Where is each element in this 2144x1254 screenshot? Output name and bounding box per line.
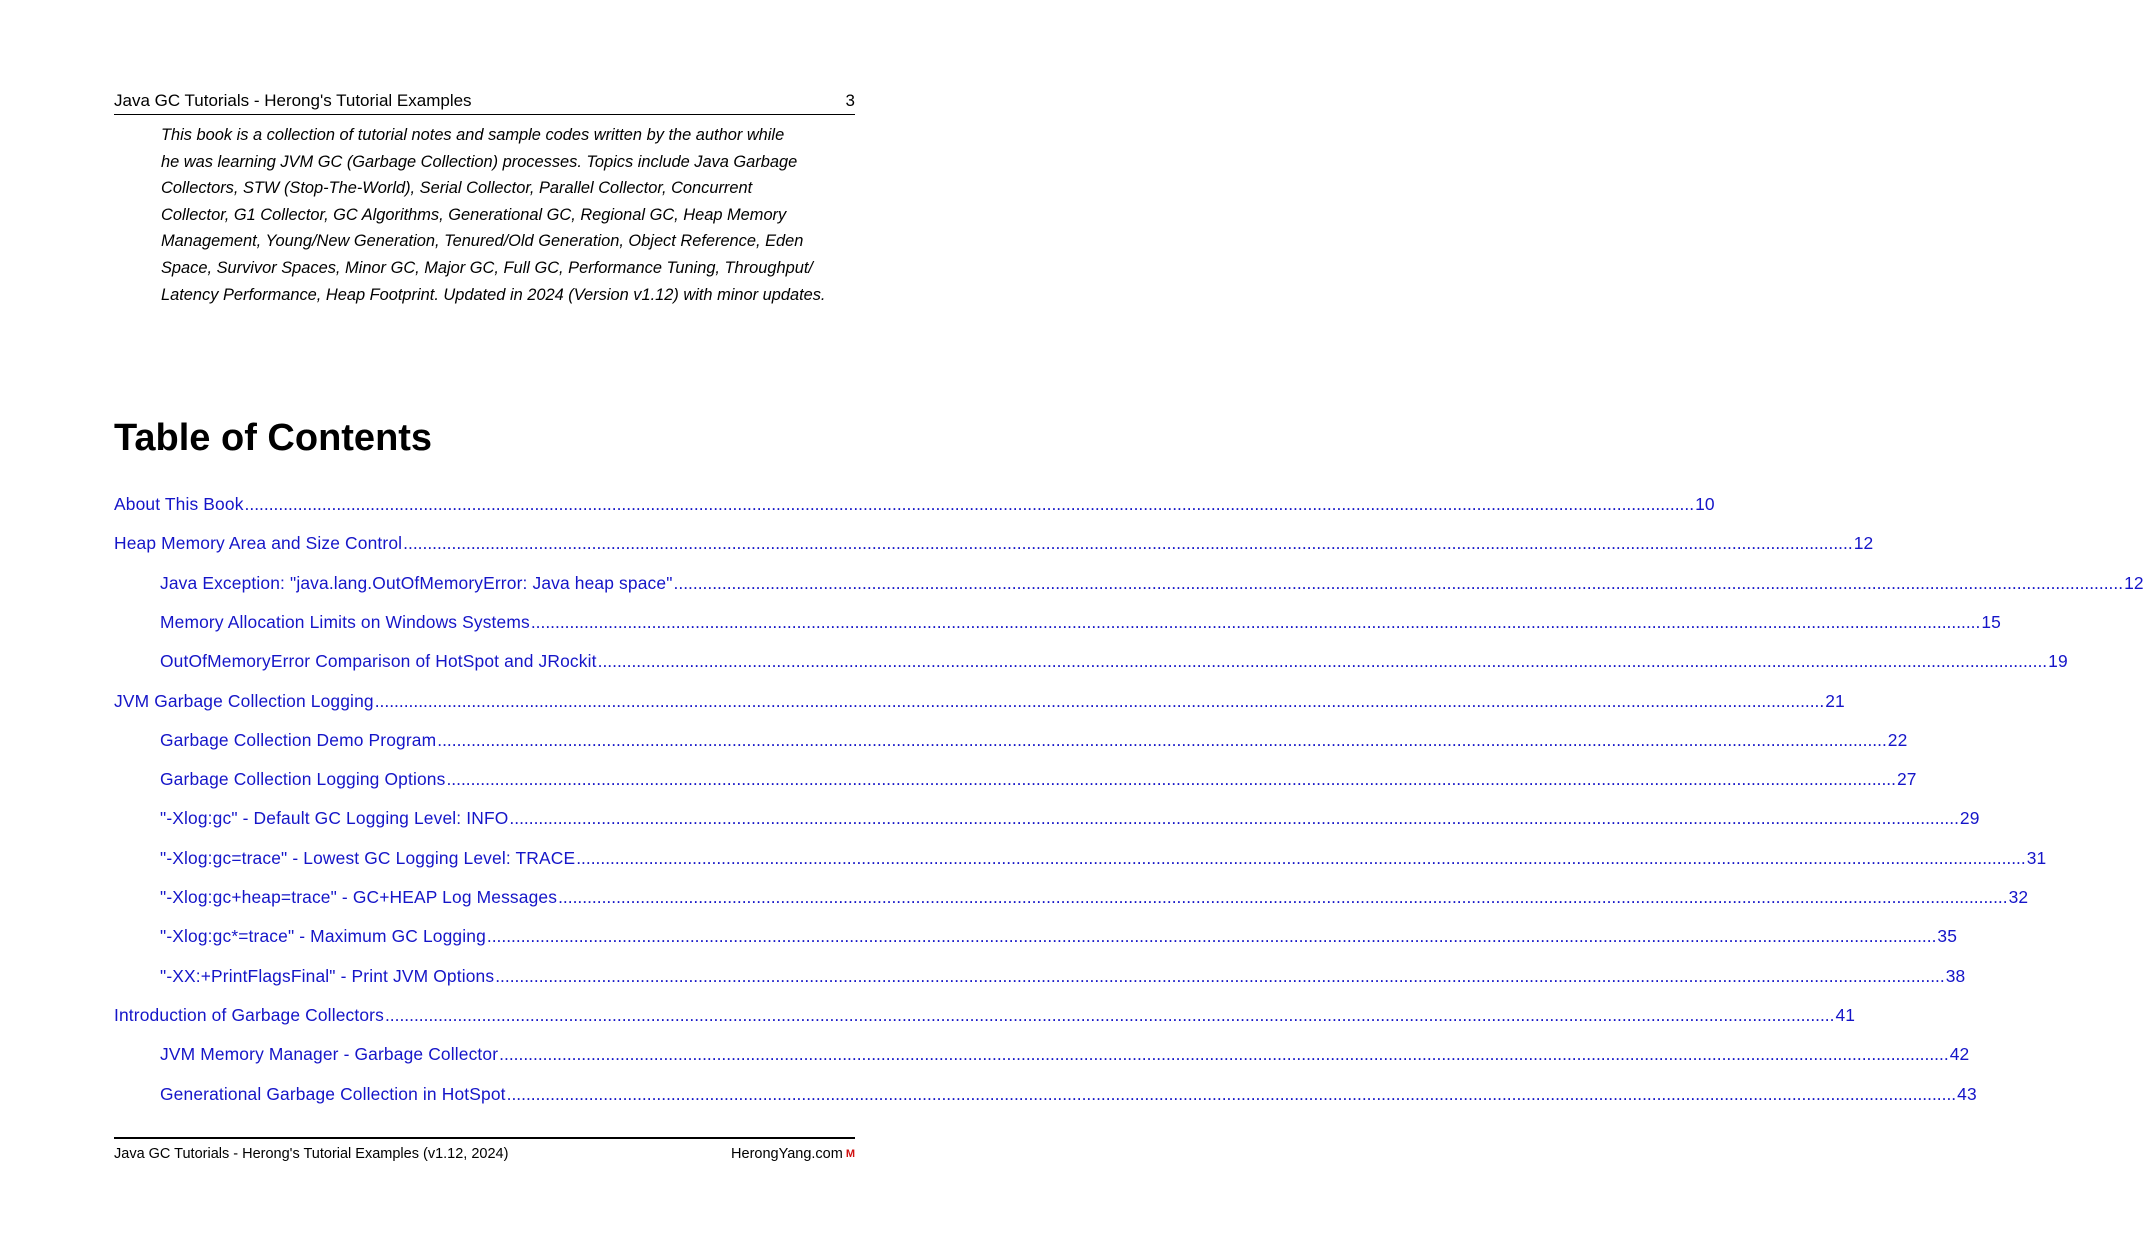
toc-entry-label: OutOfMemoryError Comparison of HotSpot and JRockit: [160, 651, 597, 672]
toc-entry-label: Heap Memory Area and Size Control: [114, 533, 403, 554]
toc-entry[interactable]: [160, 570, 2144, 596]
toc-entry[interactable]: [160, 845, 2047, 871]
toc-entry-page: 15: [1981, 611, 2002, 632]
footer-book-info: Java GC Tutorials - Herong's Tutorial Examples (v1.12, 2024): [114, 1146, 509, 1162]
toc-entry-label: Memory Allocation Limits on Windows Systems: [160, 611, 530, 632]
toc-entry-label: Generational Garbage Collection in HotSpot: [160, 1083, 506, 1104]
toc-entry-label: JVM Memory Manager - Garbage Collector: [160, 1044, 499, 1065]
toc-entry[interactable]: [160, 884, 2029, 910]
toc-dot-leader: ............................................................................................................................................................................................................................................................................................................: [486, 926, 1937, 947]
toc-entry-page: 32: [2008, 887, 2029, 907]
toc-entry-page: 21: [1825, 690, 1845, 711]
toc-dot-leader: ............................................................................................................................................................................................................................................................................................................: [244, 494, 1695, 514]
toc-entry[interactable]: [160, 1041, 1970, 1067]
toc-dot-leader: ............................................................................................................................................................................................................................................................................................................: [499, 1044, 1949, 1065]
page-footer: [114, 1137, 855, 1162]
toc-entry-page: 35: [1937, 926, 1958, 947]
toc-entry-page: 29: [1959, 808, 1980, 829]
toc-entry[interactable]: [160, 766, 1917, 792]
toc-dot-leader: ............................................................................................................................................................................................................................................................................................................: [403, 533, 1853, 554]
toc-dot-leader: ............................................................................................................................................................................................................................................................................................................: [437, 729, 1887, 750]
toc-entry[interactable]: [160, 805, 1980, 831]
herong-logo-icon: M: [845, 1148, 855, 1160]
toc-entry-page: 10: [1695, 494, 1715, 514]
toc-entry-label: "-Xlog:gc*=trace" - Maximum GC Logging: [160, 926, 486, 947]
toc-entry[interactable]: [114, 688, 1845, 714]
toc-dot-leader: ............................................................................................................................................................................................................................................................................................................: [384, 1004, 1835, 1025]
toc-entry-label: "-Xlog:gc+heap=trace" - GC+HEAP Log Messages: [160, 887, 558, 907]
toc-entry[interactable]: [160, 648, 2068, 674]
toc-entry-label: "-Xlog:gc=trace" - Lowest GC Logging Level: TRACE: [160, 847, 576, 868]
toc-entry-label: Garbage Collection Demo Program: [160, 729, 437, 750]
abstract-line: Collectors, STW (Stop-The-World), Serial Collector, Parallel Collector, Concurrent: [161, 179, 753, 198]
toc-title: Table of Contents: [114, 417, 433, 459]
toc-dot-leader: ............................................................................................................................................................................................................................................................................................................: [509, 808, 1959, 829]
toc-entry[interactable]: [160, 963, 1966, 989]
toc-entry-page: 42: [1949, 1044, 1970, 1065]
toc-entry[interactable]: [114, 1002, 1856, 1028]
toc-entry[interactable]: [114, 491, 1715, 517]
toc-entry-label: Garbage Collection Logging Options: [160, 769, 446, 790]
abstract-line: Management, Young/New Generation, Tenured/Old Generation, Object Reference, Eden: [161, 232, 804, 251]
abstract-line: Space, Survivor Spaces, Minor GC, Major GC, Full GC, Performance Tuning, Throughput/: [161, 258, 813, 277]
abstract-line: he was learning JVM GC (Garbage Collection) processes. Topics include Java Garbage: [161, 152, 798, 171]
book-abstract: [161, 122, 861, 308]
toc-entry-page: 43: [1957, 1083, 1977, 1104]
toc-dot-leader: ............................................................................................................................................................................................................................................................................................................: [530, 611, 1981, 632]
page-header: [114, 90, 855, 115]
toc-entry-label: Introduction of Garbage Collectors: [114, 1004, 384, 1025]
toc-dot-leader: ............................................................................................................................................................................................................................................................................................................: [576, 847, 2026, 868]
toc-entry-label: Java Exception: "java.lang.OutOfMemoryError: Java heap space": [160, 572, 673, 593]
header-page-number: 3: [845, 91, 855, 110]
toc-entry-page: 19: [2048, 651, 2068, 672]
toc-entry-page: 12: [2124, 572, 2144, 593]
toc-dot-leader: ............................................................................................................................................................................................................................................................................................................: [446, 769, 1896, 790]
footer-site-link[interactable]: HerongYang.com: [731, 1146, 843, 1162]
footer-site: [731, 1142, 855, 1167]
toc-entry-label: About This Book: [114, 494, 244, 514]
toc-entry-page: 22: [1887, 729, 1908, 750]
toc-entry[interactable]: [160, 609, 2002, 635]
header-title: Java GC Tutorials - Herong's Tutorial Examples: [114, 91, 472, 110]
abstract-line: This book is a collection of tutorial notes and sample codes written by the author while: [161, 126, 785, 144]
toc-entry-page: 12: [1853, 533, 1874, 554]
toc-entry[interactable]: [160, 1081, 1977, 1107]
abstract-line: Collector, G1 Collector, GC Algorithms, Generational GC, Regional GC, Heap Memory: [161, 205, 787, 224]
toc-entry-label: JVM Garbage Collection Logging: [114, 690, 374, 711]
toc-dot-leader: ............................................................................................................................................................................................................................................................................................................: [506, 1083, 1957, 1104]
toc-entry-label: "-Xlog:gc" - Default GC Logging Level: INFO: [160, 808, 509, 829]
toc-dot-leader: ............................................................................................................................................................................................................................................................................................................: [673, 572, 2124, 593]
toc-entry[interactable]: [160, 923, 1958, 949]
toc-entry[interactable]: [114, 530, 1874, 556]
toc-entry-page: 27: [1896, 769, 1917, 790]
toc-entry[interactable]: [160, 727, 1908, 753]
toc-dot-leader: ............................................................................................................................................................................................................................................................................................................: [374, 690, 1825, 711]
toc-entry-page: 41: [1835, 1004, 1856, 1025]
toc-dot-leader: ............................................................................................................................................................................................................................................................................................................: [558, 887, 2008, 907]
toc-dot-leader: ............................................................................................................................................................................................................................................................................................................: [597, 651, 2048, 672]
toc-entry-page: 31: [2026, 847, 2047, 868]
toc-entry-label: "-XX:+PrintFlagsFinal" - Print JVM Options: [160, 965, 495, 986]
toc-dot-leader: ............................................................................................................................................................................................................................................................................................................: [495, 965, 1945, 986]
toc-entry-page: 38: [1945, 965, 1966, 986]
abstract-line: Latency Performance, Heap Footprint. Updated in 2024 (Version v1.12) with minor updates.: [161, 285, 826, 304]
